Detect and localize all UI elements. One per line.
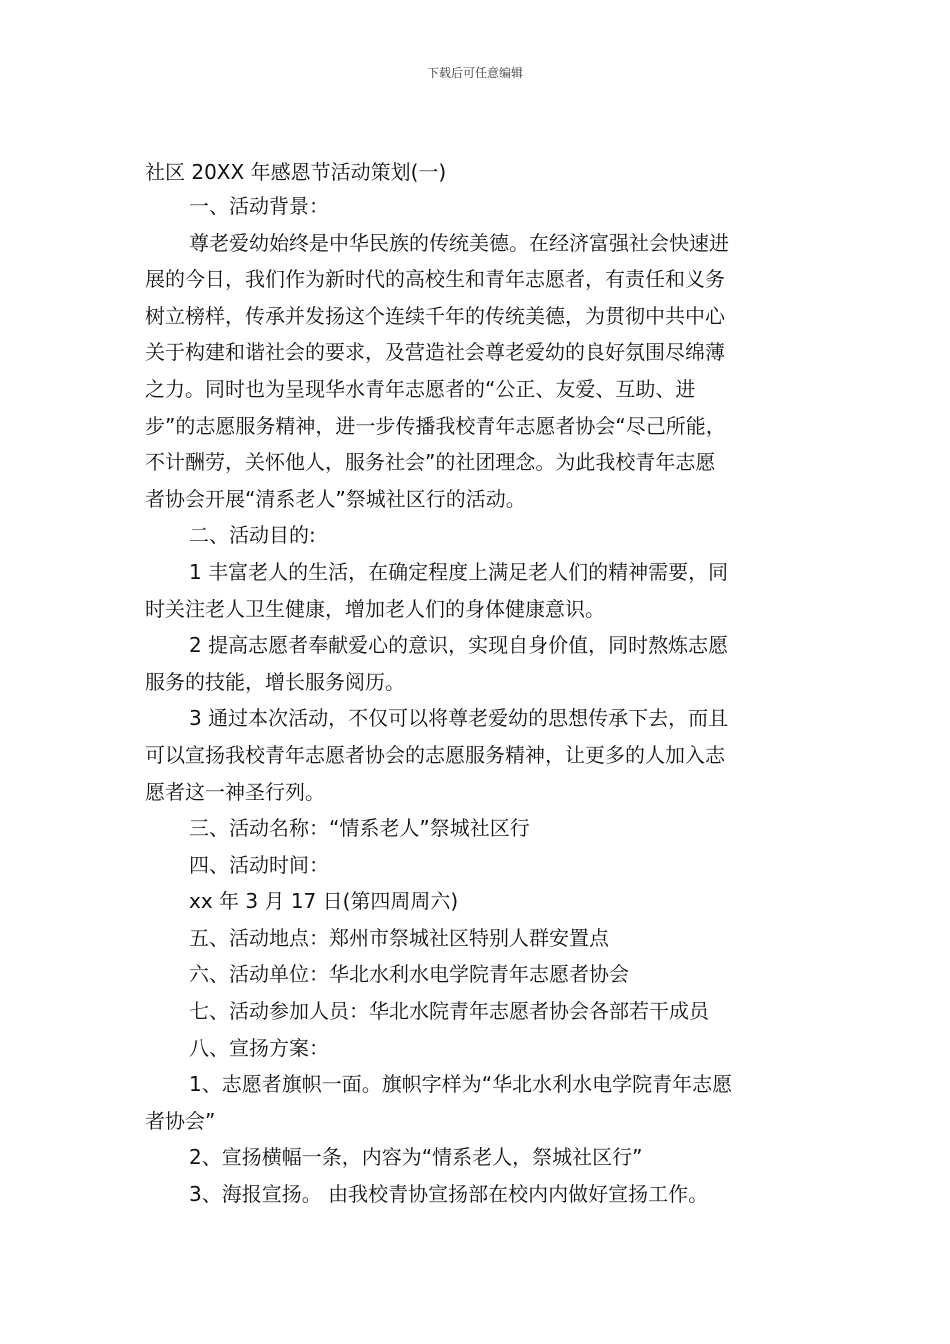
document-body <box>145 156 810 1213</box>
text-line: 五、活动地点：郑州市祭城社区特别人群安置点 <box>189 925 609 950</box>
text-line: 愿者这一神圣行列。 <box>145 779 325 804</box>
text-line: 尊老爱幼始终是中华民族的传统美德。在经济富强社会快速进 <box>189 230 729 255</box>
text-line: 步”的志愿服务精神，进一步传播我校青年志愿者协会“尽己所能， <box>145 413 726 438</box>
text-line: 之力。同时也为呈现华水青年志愿者的“公正、友爱、互助、进 <box>145 376 696 401</box>
text-line: 可以宣扬我校青年志愿者协会的志愿服务精神，让更多的人加入志 <box>145 742 725 767</box>
paragraph-lines <box>145 188 810 1213</box>
text-line: 一、活动背景： <box>189 194 329 218</box>
text-line: 1、志愿者旗帜一面。旗帜字样为“华北水利水电学院青年志愿 <box>189 1072 733 1097</box>
text-line: 二、活动目的: <box>189 523 316 548</box>
text-line: 者协会开展“清系老人”祭城社区行的活动。 <box>145 486 526 511</box>
text-line: 时关注老人卫生健康，增加老人们的身体健康意识。 <box>145 596 605 621</box>
text-line: 服务的技能，增长服务阅历。 <box>145 669 405 694</box>
text-line: 者协会” <box>145 1108 216 1133</box>
text-line: 八、宣扬方案： <box>189 1035 329 1060</box>
text-line: xx 年 3 月 17 日(第四周周六) <box>189 889 459 914</box>
text-line: 展的今日，我们作为新时代的高校生和青年志愿者，有责任和义务 <box>145 267 725 292</box>
text-line: 四、活动时间： <box>189 852 329 877</box>
text-line: 3、海报宣扬。 由我校青协宣扬部在校内内做好宣扬工作。 <box>189 1182 709 1207</box>
text-line: 关于构建和谐社会的要求，及营造社会尊老爱幼的良好氛围尽绵薄 <box>145 340 725 365</box>
document-title: 社区 20XX 年感恩节活动策划(一) <box>145 160 447 184</box>
text-line: 2 提高志愿者奉献爱心的意识，实现自身价值，同时熬炼志愿 <box>189 633 729 658</box>
page-header: 下载后可任意编辑 <box>426 66 523 80</box>
text-line: 1 丰富老人的生活，在确定程度上满足老人们的精神需要，同 <box>189 559 729 584</box>
text-line: 树立榜样，传承并发扬这个连续千年的传统美德，为贯彻中共中心 <box>145 303 725 328</box>
text-line: 六、活动单位：华北水利水电学院青年志愿者协会 <box>189 962 629 987</box>
text-line: 3 通过本次活动，不仅可以将尊老爱幼的思想传承下去，而且 <box>189 706 729 731</box>
text-line: 三、活动名称：“情系老人”祭城社区行 <box>189 816 530 841</box>
text-line: 不计酬劳，关怀他人，服务社会”的社团理念。为此我校青年志愿 <box>145 450 716 475</box>
text-line: 2、宣扬横幅一条，内容为“情系老人，祭城社区行” <box>189 1145 643 1170</box>
text-line: 七、活动参加人员：华北水院青年志愿者协会各部若干成员 <box>189 999 709 1024</box>
